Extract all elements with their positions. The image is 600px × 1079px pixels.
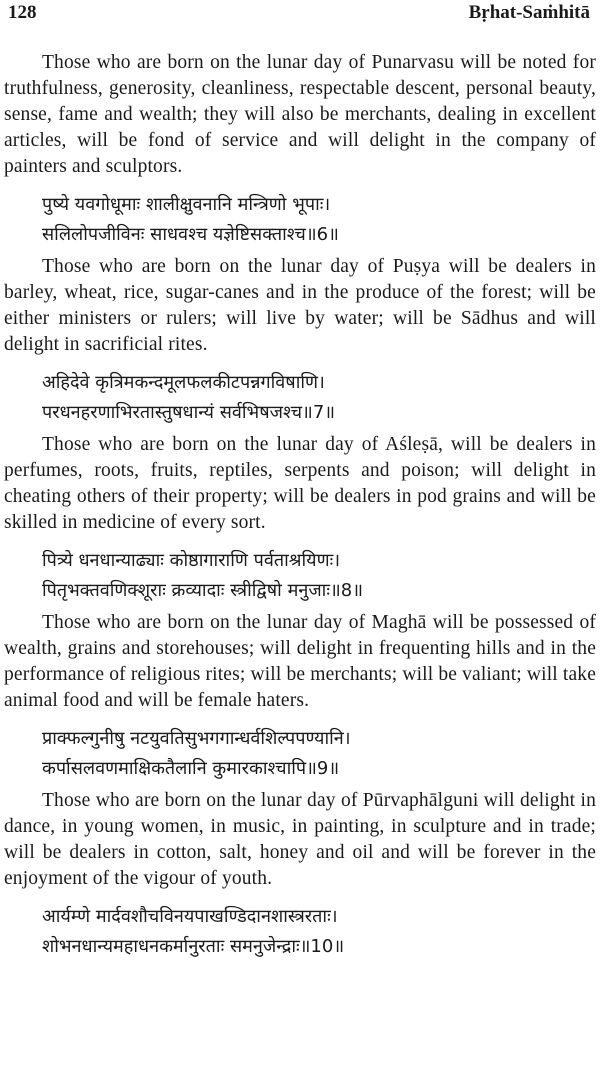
running-head	[4, 0, 596, 30]
verse-line: पुष्ये यवगोधूमाः शालीक्षुवनानि मन्त्रिणो भूपाः।	[42, 194, 331, 215]
prose-punarvasu: Those who are born on the lunar day of Punarvasu will be noted for truthfulness, generosity, cleanliness, respectable descent, personal beauty, sense, fame and wealth; they will also be merchants, dealing in excellent articles, will be fond of service and will delight in the company of painters and sculptors.	[4, 52, 596, 177]
verse-10	[42, 902, 596, 962]
verse-7	[42, 368, 596, 428]
verse-line: परधनहरणाभिरतास्तुषधान्यं सर्वभिषजश्च॥7॥	[42, 402, 336, 423]
prose-aslesa: Those who are born on the lunar day of Aśleṣā, will be dealers in perfumes, roots, fruits, reptiles, serpents and poison; will delight in cheating others of their property; will be dealers in pod grains and will be skilled in medicine of every sort.	[4, 434, 596, 533]
verse-8	[42, 546, 596, 606]
verse-9	[42, 724, 596, 784]
verse-line: सलिलोपजीविनः साधवश्च यज्ञेष्टिसक्ताश्च॥6॥	[42, 224, 339, 245]
verse-6	[42, 190, 596, 250]
verse-line: पितृभक्तवणिक्शूराः क्रव्यादाः स्त्रीद्विषो मनुजाः॥8॥	[42, 580, 363, 601]
book-title: Bṛhat-Saṁhitā	[468, 2, 590, 23]
verse-line: शोभनधान्यमहाधनकर्मानुरताः समनुजेन्द्राः॥10॥	[42, 936, 345, 957]
page-number: 128	[8, 2, 37, 23]
verse-line: कर्पासलवणमाक्षिकतैलानि कुमारकाश्चापि॥9॥	[42, 758, 340, 779]
prose-pusya: Those who are born on the lunar day of Puṣya will be dealers in barley, wheat, rice, sugar-canes and in the produce of the forest; will be either ministers or rulers; will live by water; will be Sādhus and will delight in sacrificial rites.	[4, 256, 596, 355]
body-text	[4, 50, 596, 966]
verse-line: अहिदेवे कृत्रिमकन्दमूलफलकीटपन्नगविषाणि।	[42, 372, 325, 393]
verse-line: प्राक्फल्गुनीषु नटयुवतिसुभगगान्धर्वशिल्पपण्यानि।	[42, 728, 351, 749]
verse-line: पित्र्ये धनधान्याढ्याः कोष्ठागाराणि पर्वताश्रयिणः।	[42, 550, 341, 571]
prose-magha: Those who are born on the lunar day of Maghā will be possessed of wealth, grains and storehouses; will delight in frequenting hills and in the performance of religious rites; will be merchants; will be valiant; will take animal food and will be female haters.	[4, 612, 596, 711]
verse-line: आर्यम्णे मार्दवशौचविनयपाखण्डिदानशास्त्ररताः।	[42, 906, 338, 927]
prose-purvaphalguni: Those who are born on the lunar day of Pūrvaphālguni will delight in dance, in young women, in music, in painting, in sculpture and in trade; will be dealers in cotton, salt, honey and oil and will be forever in the enjoyment of the vigour of youth.	[4, 790, 596, 889]
